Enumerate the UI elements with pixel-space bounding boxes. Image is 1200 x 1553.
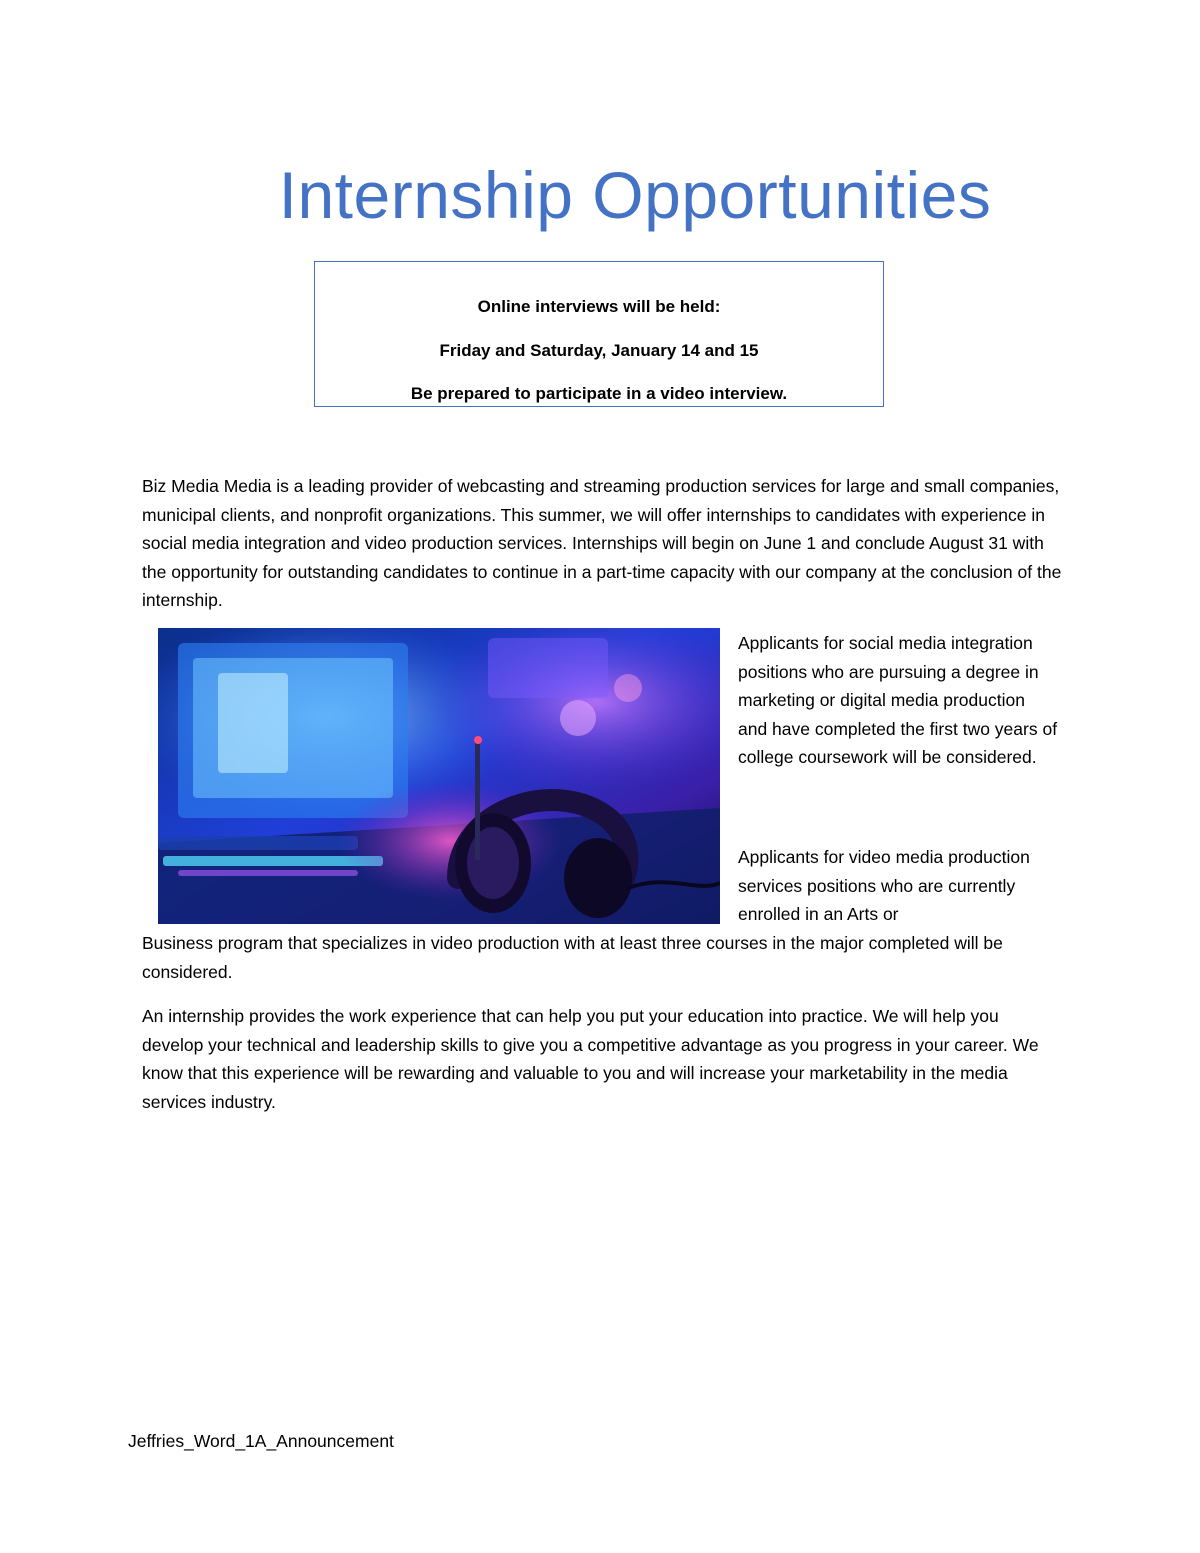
- studio-headphones-photo: [158, 628, 720, 924]
- social-media-applicants-paragraph: Applicants for social media integration positions who are pursuing a degree in marketing or digital media production and have completed the first two years of college coursework will be considered.: [738, 633, 1058, 767]
- document-title: Internship Opportunities: [278, 158, 992, 232]
- notice-line-heading: Online interviews will be held:: [477, 297, 721, 316]
- notice-line-dates: Friday and Saturday, January 14 and 15: [439, 341, 759, 360]
- video-production-applicants-paragraph: Applicants for video media production services positions who are currently enrolled in an Arts or: [738, 847, 1030, 924]
- video-production-applicants-continued: Business program that specializes in video production with at least three courses in the major completed will be considered.: [142, 933, 1003, 982]
- interview-notice-box: [314, 261, 884, 407]
- internship-benefits-paragraph: An internship provides the work experience that can help you put your education into practice. We will help you develop your technical and leadership skills to give you a competitive advantage as you progress in your career. We know that this experience will be rewarding and valuable to you and will increase your marketability in the media services industry.: [142, 1006, 1039, 1112]
- document-footer: Jeffries_Word_1A_Announcement: [128, 1431, 394, 1451]
- notice-line-instruction: Be prepared to participate in a video interview.: [410, 384, 788, 403]
- intro-paragraph: Biz Media Media is a leading provider of webcasting and streaming production services for large and small companies, municipal clients, and nonprofit organizations. This summer, we will offer internships to candidates with experience in social media integration and video production services. Internships will begin on June 1 and conclude August 31 with the opportunity for outstanding candidates to continue in a part-time capacity with our company at the conclusion of the internship.: [142, 476, 1062, 610]
